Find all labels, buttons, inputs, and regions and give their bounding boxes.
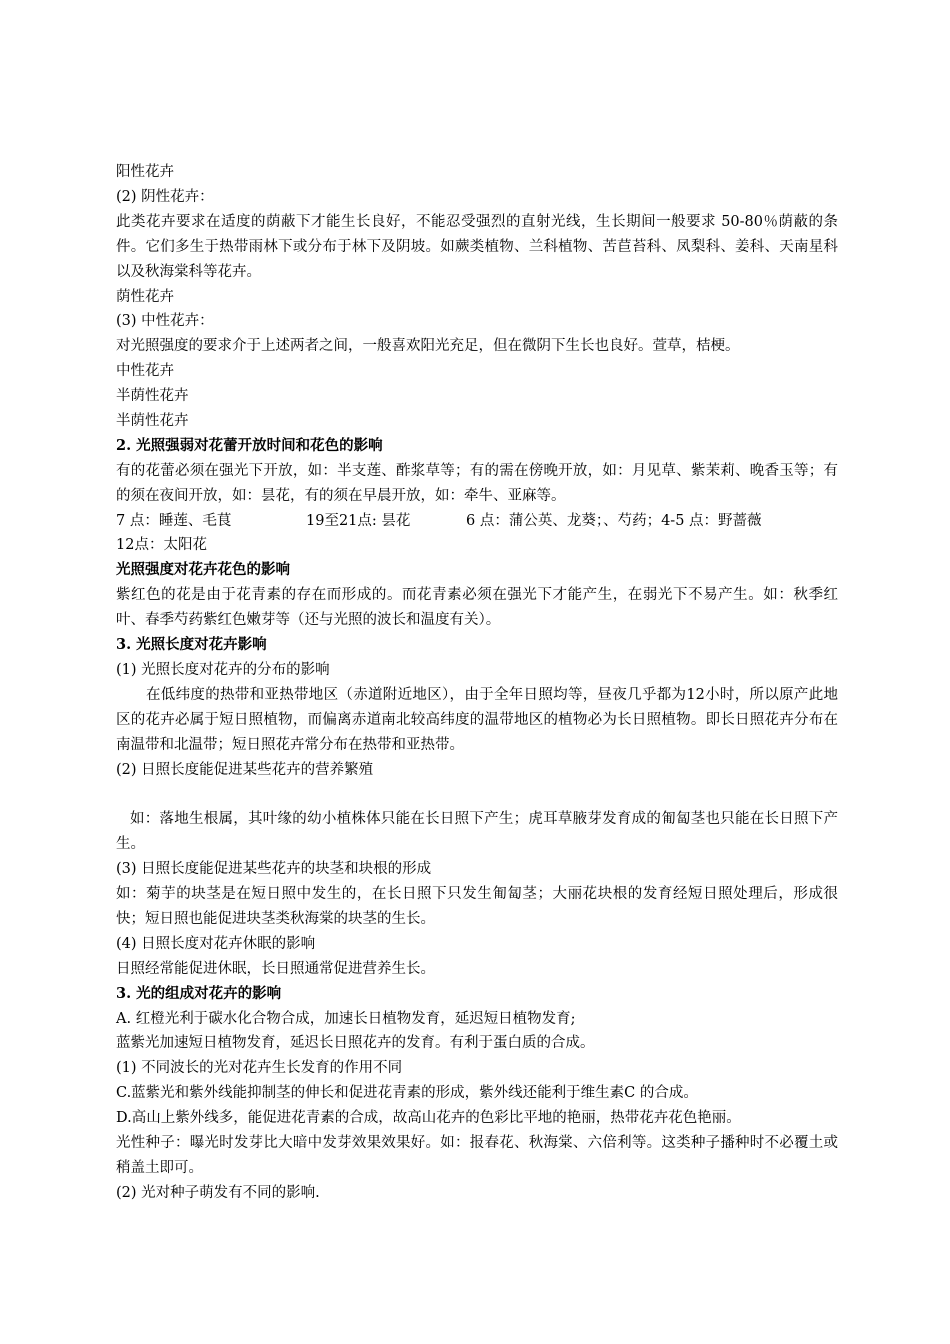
item-vegetative: (2) 日照长度能促进某些花卉的营养繁殖: [116, 761, 374, 778]
blank-line: [116, 782, 838, 807]
item-dormancy: (4) 日照长度对花卉休眠的影响: [116, 935, 316, 952]
para-neutral-plants: 对光照强度的要求介于上述两者之间，一般喜欢阳光充足，但在微阴下生长也良好。萱草，桔梗。: [116, 338, 740, 355]
para-dormancy: 日照经常能促进休眠，长日照通常促进营养生长。: [116, 960, 435, 977]
document-page: [116, 160, 838, 1206]
para-light-seeds: 光性种子：曝光时发芽比大暗中发芽效果效果好。如：报春花、秋海棠、六倍利等。这类种子播种时不必覆土或稍盖土即可。: [116, 1134, 838, 1176]
label-half-shade-1: 半荫性花卉: [116, 388, 189, 405]
heading-sun-plants: 阳性花卉: [116, 164, 174, 180]
item-wavelength: (1) 不同波长的光对花卉生长发育的作用不同: [116, 1060, 403, 1077]
para-bud-opening: 有的花蕾必须在强光下开放，如：半支莲、酢浆草等；有的需在傍晚开放，如：月见草、紫茉莉、晚香玉等；有的须在夜间开放，如：昙花，有的须在早晨开放，如：牵牛、亚麻等。: [116, 462, 838, 504]
timing-row: [116, 509, 838, 534]
item-red-orange: A. 红橙光利于碳水化合物合成，加速长日植物发育，延迟短日植物发育;: [116, 1010, 576, 1027]
item-neutral-plants: (3) 中性花卉：: [116, 313, 214, 330]
para-flower-color: 紫红色的花是由于花青素的存在而形成的。而花青素必须在强光下才能产生，在弱光下不易产生。如：秋季红叶、春季芍药紫红色嫩芽等（还与光照的波长和温度有关）。: [116, 587, 838, 629]
item-shade-plants: (2) 阴性花卉：: [116, 188, 214, 205]
item-d-alpine: D.高山上紫外线多，能促进花青素的合成，故高山花卉的色彩比平地的艳丽，热带花卉花色艳丽。: [116, 1110, 741, 1127]
item-germination: (2) 光对种子萌发有不同的影响.: [116, 1184, 320, 1201]
timing-7: 7 点：睡莲、毛茛: [116, 512, 232, 529]
section-heading-photoperiod: 3. 光照长度对花卉影响: [116, 636, 267, 654]
section-heading-light-composition: 3. 光的组成对花卉的影响: [116, 984, 282, 1002]
para-vegetative: 如：落地生根属，其叶缘的幼小植株体只能在长日照下产生；虎耳草腋芽发育成的匍匐茎也只能在长日照下产生。: [116, 811, 838, 853]
para-distribution: 在低纬度的热带和亚热带地区（赤道附近地区），由于全年日照均等，昼夜几乎都为12小时，所以原产此地区的花卉必属于短日照植物，而偏离赤道南北较高纬度的温带地区的植物必为长日照植物。即长日照花卉分布在南温带和北温带；短日照花卉常分布在热带和亚热带。: [116, 686, 838, 753]
item-tubers: (3) 日照长度能促进某些花卉的块茎和块根的形成: [116, 861, 432, 878]
timing-19-21: 19至21点: 昙花: [306, 512, 411, 529]
section-heading-light-intensity: 2. 光照强弱对花蕾开放时间和花色的影响: [116, 436, 383, 454]
label-neutral-plants: 中性花卉: [116, 363, 174, 380]
para-blue-violet: 蓝紫光加速短日植物发育，延迟长日照花卉的发育。有利于蛋白质的合成。: [116, 1035, 595, 1052]
label-half-shade-2: 半荫性花卉: [116, 412, 189, 429]
timing-6-4-5: 6 点：蒲公英、龙葵；、芍药；4-5 点：野蔷薇: [466, 512, 762, 529]
subheading-flower-color: 光照强度对花卉花色的影响: [116, 561, 290, 579]
timing-12: 12点：太阳花: [116, 537, 207, 554]
item-distribution: (1) 光照长度对花卉的分布的影响: [116, 661, 330, 678]
para-tubers: 如：菊芋的块茎是在短日照中发生的，在长日照下只发生匍匐茎；大丽花块根的发育经短日照处理后，形成很快；短日照也能促进块茎类秋海棠的块茎的生长。: [116, 886, 838, 927]
label-shade-plants: 荫性花卉: [116, 288, 174, 305]
para-shade-plants: 此类花卉要求在适度的荫蔽下才能生长良好，不能忍受强烈的直射光线，生长期间一般要求 50-80％荫蔽的条件。它们多生于热带雨林下或分布于林下及阴坡。如蕨类植物、兰科植物、苦苣苔科、凤梨科、姜科、天南星科以及秋海棠科等花卉。: [116, 213, 838, 280]
item-c-uv: C.蓝紫光和紫外线能抑制茎的伸长和促进花青素的形成，紫外线还能利于维生素C 的合成。: [116, 1085, 698, 1102]
